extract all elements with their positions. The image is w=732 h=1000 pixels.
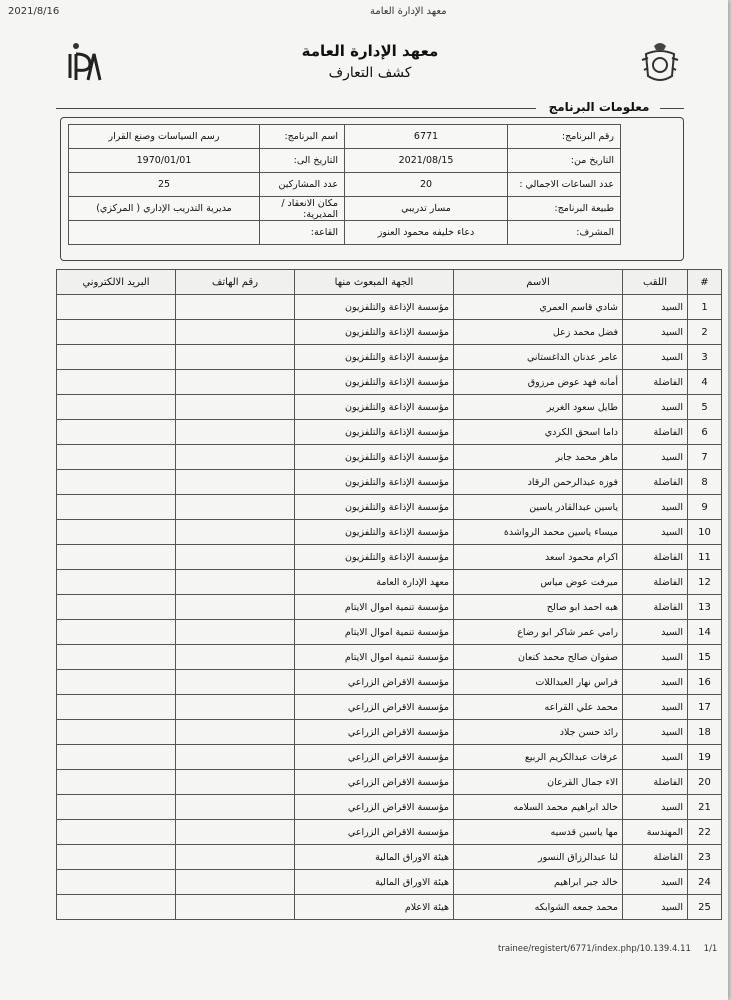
cell-title: السيد	[623, 720, 688, 745]
cell-org: مؤسسة الإذاعة والتلفزيون	[295, 470, 454, 495]
header-email: البريد الالكتروني	[57, 270, 176, 295]
cell-phone	[176, 870, 295, 895]
print-date: 2021/8/16	[8, 6, 60, 17]
info-label2: القاعة:	[260, 221, 345, 245]
cell-title: الفاضلة	[623, 595, 688, 620]
cell-email	[57, 295, 176, 320]
cell-num: 22	[688, 820, 722, 845]
cell-org: مؤسسة الاقراض الزراعي	[295, 670, 454, 695]
info-value1: 2021/08/15	[345, 149, 508, 173]
cell-phone	[176, 370, 295, 395]
cell-title: السيد	[623, 895, 688, 920]
table-row	[57, 645, 722, 670]
info-row	[69, 173, 621, 197]
table-row	[57, 595, 722, 620]
cell-org: مؤسسة تنمية اموال الايتام	[295, 620, 454, 645]
cell-title: السيد	[623, 395, 688, 420]
info-label2: عدد المشاركين	[260, 173, 345, 197]
cell-name: ميرفت عوض مياس	[454, 570, 623, 595]
cell-email	[57, 445, 176, 470]
cell-email	[57, 720, 176, 745]
cell-org: مؤسسة الإذاعة والتلفزيون	[295, 345, 454, 370]
cell-email	[57, 595, 176, 620]
cell-phone	[176, 695, 295, 720]
cell-email	[57, 345, 176, 370]
cell-name: مها ياسين قدسيه	[454, 820, 623, 845]
cell-org: مؤسسة الاقراض الزراعي	[295, 820, 454, 845]
cell-title: السيد	[623, 445, 688, 470]
cell-num: 14	[688, 620, 722, 645]
info-label2: مكان الانعقاد / المديرية:	[260, 197, 345, 221]
cell-name: صفوان صالح محمد كنعان	[454, 645, 623, 670]
cell-num: 7	[688, 445, 722, 470]
footer-page: 1/1	[703, 944, 718, 954]
cell-phone	[176, 445, 295, 470]
cell-phone	[176, 345, 295, 370]
cell-num: 13	[688, 595, 722, 620]
cell-title: الفاضلة	[623, 545, 688, 570]
cell-name: أمانه فهد عوض مرزوق	[454, 370, 623, 395]
cell-num: 16	[688, 670, 722, 695]
cell-num: 1	[688, 295, 722, 320]
cell-email	[57, 470, 176, 495]
table-row	[57, 820, 722, 845]
cell-org: مؤسسة الاقراض الزراعي	[295, 745, 454, 770]
ipa-logo-icon	[66, 40, 102, 84]
cell-name: فوزه عبدالرحمن الرقاد	[454, 470, 623, 495]
cell-phone	[176, 520, 295, 545]
cell-title: الفاضلة	[623, 470, 688, 495]
cell-org: مؤسسة الإذاعة والتلفزيون	[295, 495, 454, 520]
info-value1: 20	[345, 173, 508, 197]
cell-num: 23	[688, 845, 722, 870]
cell-name: فضل محمد زعل	[454, 320, 623, 345]
table-row	[57, 370, 722, 395]
cell-num: 3	[688, 345, 722, 370]
table-row	[57, 670, 722, 695]
cell-org: هيئة الاعلام	[295, 895, 454, 920]
cell-title: السيد	[623, 870, 688, 895]
cell-email	[57, 770, 176, 795]
cell-title: السيد	[623, 745, 688, 770]
cell-org: مؤسسة الإذاعة والتلفزيون	[295, 420, 454, 445]
info-row	[69, 221, 621, 245]
cell-name: خالد ابراهيم محمد السلامه	[454, 795, 623, 820]
cell-org: مؤسسة الإذاعة والتلفزيون	[295, 520, 454, 545]
cell-name: طايل سعود الغرير	[454, 395, 623, 420]
cell-org: مؤسسة الاقراض الزراعي	[295, 720, 454, 745]
table-row	[57, 345, 722, 370]
cell-num: 2	[688, 320, 722, 345]
info-value2: مديرية التدريب الإداري ( المركزي)	[69, 197, 260, 221]
cell-phone	[176, 495, 295, 520]
table-row	[57, 845, 722, 870]
cell-name: الاء جمال القرعان	[454, 770, 623, 795]
table-row	[57, 470, 722, 495]
cell-name: شادي قاسم العمري	[454, 295, 623, 320]
section-title: معلومات البرنامج	[548, 100, 650, 114]
cell-phone	[176, 295, 295, 320]
cell-num: 8	[688, 470, 722, 495]
cell-email	[57, 570, 176, 595]
cell-phone	[176, 895, 295, 920]
cell-name: محمد علي القراعه	[454, 695, 623, 720]
document-subtitle: كشف التعارف	[328, 65, 412, 81]
section-divider-end	[660, 108, 684, 109]
cell-num: 4	[688, 370, 722, 395]
cell-email	[57, 545, 176, 570]
cell-phone	[176, 745, 295, 770]
cell-email	[57, 795, 176, 820]
cell-phone	[176, 545, 295, 570]
cell-email	[57, 420, 176, 445]
cell-email	[57, 745, 176, 770]
participants-table	[56, 269, 722, 920]
cell-org: مؤسسة الاقراض الزراعي	[295, 695, 454, 720]
cell-org: مؤسسة الإذاعة والتلفزيون	[295, 320, 454, 345]
cell-org: معهد الإدارة العامة	[295, 570, 454, 595]
cell-email	[57, 895, 176, 920]
cell-email	[57, 320, 176, 345]
cell-name: محمد جمعه الشوابكه	[454, 895, 623, 920]
cell-name: رائد حسن جلاد	[454, 720, 623, 745]
cell-num: 17	[688, 695, 722, 720]
cell-email	[57, 520, 176, 545]
cell-phone	[176, 845, 295, 870]
table-row	[57, 320, 722, 345]
cell-title: الفاضلة	[623, 570, 688, 595]
cell-phone	[176, 420, 295, 445]
info-label1: طبيعة البرنامج:	[508, 197, 621, 221]
table-row	[57, 720, 722, 745]
info-row	[69, 125, 621, 149]
cell-title: السيد	[623, 645, 688, 670]
cell-phone	[176, 595, 295, 620]
cell-num: 11	[688, 545, 722, 570]
cell-phone	[176, 720, 295, 745]
info-label1: عدد الساعات الاجمالي :	[508, 173, 621, 197]
cell-phone	[176, 470, 295, 495]
cell-org: مؤسسة الإذاعة والتلفزيون	[295, 545, 454, 570]
cell-org: مؤسسة الاقراض الزراعي	[295, 795, 454, 820]
cell-title: السيد	[623, 295, 688, 320]
info-value1: مسار تدريبي	[345, 197, 508, 221]
cell-title: السيد	[623, 520, 688, 545]
section-divider	[56, 108, 536, 109]
cell-phone	[176, 570, 295, 595]
header-name: الاسم	[454, 270, 623, 295]
cell-phone	[176, 620, 295, 645]
info-value2: رسم السياسات وصنع القرار	[69, 125, 260, 149]
cell-phone	[176, 645, 295, 670]
info-value2: 25	[69, 173, 260, 197]
cell-name: فراس نهار العبداللات	[454, 670, 623, 695]
cell-email	[57, 620, 176, 645]
jordan-emblem-icon	[640, 40, 680, 86]
cell-org: هيئة الاوراق المالية	[295, 845, 454, 870]
info-label1: رقم البرنامج:	[508, 125, 621, 149]
cell-num: 15	[688, 645, 722, 670]
info-label1: المشرف:	[508, 221, 621, 245]
table-header-row	[57, 270, 722, 295]
cell-email	[57, 845, 176, 870]
cell-phone	[176, 820, 295, 845]
cell-org: هيئة الاوراق المالية	[295, 870, 454, 895]
cell-phone	[176, 670, 295, 695]
info-label2: اسم البرنامج:	[260, 125, 345, 149]
header-org: الجهة المبعوث منها	[295, 270, 454, 295]
cell-name: ماهر محمد جابر	[454, 445, 623, 470]
table-row	[57, 570, 722, 595]
table-row	[57, 770, 722, 795]
table-row	[57, 795, 722, 820]
cell-num: 12	[688, 570, 722, 595]
cell-phone	[176, 795, 295, 820]
table-row	[57, 745, 722, 770]
cell-title: الفاضلة	[623, 845, 688, 870]
cell-num: 18	[688, 720, 722, 745]
table-row	[57, 895, 722, 920]
footer-url: trainee/registert/6771/index.php/10.139.4.11	[498, 944, 691, 954]
info-label1: التاريخ من:	[508, 149, 621, 173]
cell-email	[57, 370, 176, 395]
table-row	[57, 870, 722, 895]
page-footer	[498, 944, 717, 954]
cell-name: رامي عمر شاكر ابو رضاع	[454, 620, 623, 645]
info-value1: دعاء خليفه محمود العنوز	[345, 221, 508, 245]
cell-email	[57, 870, 176, 895]
cell-title: الفاضلة	[623, 770, 688, 795]
info-value1: 6771	[345, 125, 508, 149]
cell-name: هبه احمد ابو صالح	[454, 595, 623, 620]
cell-org: مؤسسة تنمية اموال الايتام	[295, 595, 454, 620]
cell-title: السيد	[623, 345, 688, 370]
cell-email	[57, 820, 176, 845]
table-row	[57, 695, 722, 720]
cell-title: السيد	[623, 495, 688, 520]
cell-num: 5	[688, 395, 722, 420]
table-row	[57, 520, 722, 545]
institute-name: معهد الإدارة العامة	[301, 42, 439, 60]
cell-name: لنا عبدالرزاق النسور	[454, 845, 623, 870]
cell-name: ياسين عبدالقادر ياسين	[454, 495, 623, 520]
cell-title: الفاضلة	[623, 420, 688, 445]
cell-title: السيد	[623, 620, 688, 645]
cell-num: 9	[688, 495, 722, 520]
cell-num: 10	[688, 520, 722, 545]
cell-title: المهندسة	[623, 820, 688, 845]
header-num: #	[688, 270, 722, 295]
table-row	[57, 420, 722, 445]
table-row	[57, 445, 722, 470]
info-value2: 1970/01/01	[69, 149, 260, 173]
cell-phone	[176, 770, 295, 795]
cell-org: مؤسسة الإذاعة والتلفزيون	[295, 295, 454, 320]
cell-phone	[176, 320, 295, 345]
cell-email	[57, 695, 176, 720]
info-value2	[69, 221, 260, 245]
cell-org: مؤسسة الإذاعة والتلفزيون	[295, 395, 454, 420]
info-row	[69, 197, 621, 221]
cell-title: الفاضلة	[623, 370, 688, 395]
cell-org: مؤسسة تنمية اموال الايتام	[295, 645, 454, 670]
cell-name: داما اسحق الكردي	[454, 420, 623, 445]
cell-title: السيد	[623, 795, 688, 820]
cell-org: مؤسسة الاقراض الزراعي	[295, 770, 454, 795]
header-phone: رقم الهاتف	[176, 270, 295, 295]
cell-org: مؤسسة الإذاعة والتلفزيون	[295, 370, 454, 395]
header-title: اللقب	[623, 270, 688, 295]
table-row	[57, 395, 722, 420]
info-label2: التاريخ الى:	[260, 149, 345, 173]
cell-name: عرفات عبدالكريم الربيع	[454, 745, 623, 770]
cell-num: 25	[688, 895, 722, 920]
cell-email	[57, 645, 176, 670]
cell-title: السيد	[623, 695, 688, 720]
info-row	[69, 149, 621, 173]
table-row	[57, 495, 722, 520]
cell-email	[57, 395, 176, 420]
cell-title: السيد	[623, 320, 688, 345]
cell-num: 24	[688, 870, 722, 895]
program-info-table	[68, 124, 621, 245]
table-row	[57, 295, 722, 320]
cell-name: ميساء ياسين محمد الرواشدة	[454, 520, 623, 545]
cell-title: السيد	[623, 670, 688, 695]
cell-num: 21	[688, 795, 722, 820]
cell-num: 20	[688, 770, 722, 795]
cell-org: مؤسسة الإذاعة والتلفزيون	[295, 445, 454, 470]
table-row	[57, 545, 722, 570]
cell-num: 6	[688, 420, 722, 445]
table-row	[57, 620, 722, 645]
cell-num: 19	[688, 745, 722, 770]
cell-name: عامر عدنان الداغستاني	[454, 345, 623, 370]
cell-phone	[176, 395, 295, 420]
cell-name: اكرام محمود اسعد	[454, 545, 623, 570]
cell-email	[57, 495, 176, 520]
cell-email	[57, 670, 176, 695]
cell-name: خالد جبر ابراهيم	[454, 870, 623, 895]
print-title: معهد الإدارة العامة	[370, 6, 447, 17]
